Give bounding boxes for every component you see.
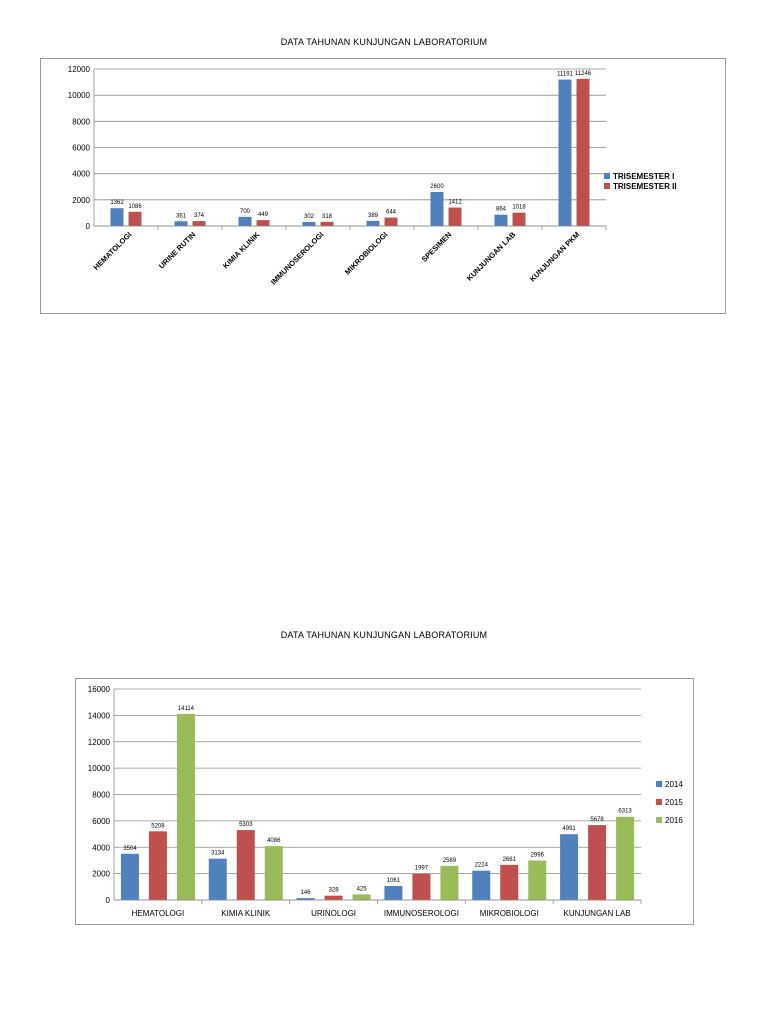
bar: [500, 865, 518, 900]
bar: [431, 192, 444, 226]
data-label: 5678: [590, 817, 604, 824]
x-tick-label: KIMIA KLINIK: [221, 230, 262, 271]
x-tick-label: KUNJUNGAN LAB: [563, 909, 631, 918]
data-label: 3134: [211, 850, 225, 857]
x-tick-label: HEMATOLOGI: [91, 230, 134, 272]
data-label: 361: [175, 213, 187, 220]
data-label: 2661: [502, 856, 516, 863]
bar: [177, 714, 195, 900]
x-tick-label: MIKROBIOLOGI: [342, 230, 390, 277]
data-label: 425: [356, 886, 367, 893]
bar: [449, 208, 462, 226]
x-tick-label: IMMUNOSEROLOGI: [383, 909, 459, 918]
legend-label: TRISEMESTER II: [613, 182, 677, 191]
data-label: 4086: [267, 838, 281, 845]
chart2-plot: [76, 679, 693, 924]
bar: [513, 213, 526, 226]
data-label: 11191: [557, 71, 573, 78]
x-tick-label: KUNJUNGAN LAB: [464, 230, 518, 283]
legend-swatch: [656, 781, 662, 787]
x-tick-label: URINE RUTIN: [156, 230, 198, 271]
data-label: 1018: [512, 204, 526, 211]
legend-swatch: [656, 817, 662, 823]
legend-label: 2014: [665, 780, 683, 789]
bar: [560, 834, 578, 900]
data-label: 2600: [430, 183, 444, 190]
y-tick-label: 2000: [92, 869, 110, 879]
bar: [616, 817, 634, 900]
y-tick-label: 6000: [72, 143, 90, 153]
y-tick-label: 6000: [92, 816, 110, 826]
data-label: 328: [328, 887, 339, 894]
bar: [577, 79, 590, 226]
bar: [193, 221, 206, 226]
bar: [239, 217, 252, 226]
legend-swatch: [604, 173, 610, 179]
data-label: 1061: [386, 878, 401, 885]
data-label: 5208: [151, 823, 165, 830]
data-label: 146: [300, 890, 311, 897]
legend-label: TRISEMESTER I: [613, 172, 675, 181]
y-tick-label: 4000: [92, 843, 110, 853]
bar: [528, 860, 546, 900]
bar: [367, 221, 380, 226]
bar: [559, 80, 572, 226]
data-label: 6313: [618, 808, 632, 815]
bar: [175, 221, 188, 226]
bar: [121, 854, 139, 900]
data-label: 4991: [562, 826, 576, 833]
bar: [440, 866, 458, 900]
bar: [209, 859, 227, 900]
data-label: 374: [193, 213, 205, 220]
bar: [353, 894, 371, 900]
data-label: 864: [495, 206, 507, 213]
data-label: 2589: [442, 857, 457, 864]
bar: [412, 874, 430, 900]
chart1-frame: [40, 58, 726, 314]
chart1-title: DATA TAHUNAN KUNJUNGAN LABORATORIUM: [280, 37, 488, 47]
legend-swatch: [604, 183, 610, 189]
x-tick-label: SPESIMEN: [419, 230, 454, 264]
bar: [303, 222, 316, 226]
y-tick-label: 10000: [87, 764, 110, 774]
data-label: 449: [257, 212, 269, 219]
data-label: 318: [321, 213, 333, 220]
bar: [495, 215, 508, 226]
data-label: 1997: [414, 865, 429, 872]
bar: [385, 218, 398, 226]
y-tick-label: 0: [85, 222, 90, 231]
y-tick-label: 12000: [67, 65, 90, 74]
data-label: 2224: [474, 862, 488, 869]
y-tick-label: 14000: [87, 711, 110, 721]
x-tick-label: HEMATOLOGI: [131, 909, 185, 918]
data-label: 3504: [123, 845, 137, 852]
y-tick-label: 8000: [92, 790, 110, 800]
x-tick-label: KUNJUNGAN PKM: [527, 230, 582, 284]
y-tick-label: 10000: [67, 91, 90, 101]
y-tick-label: 12000: [87, 737, 110, 747]
bar: [111, 208, 124, 226]
x-tick-label: IMMUNOSEROLOGI: [268, 230, 326, 287]
bar: [237, 830, 255, 900]
chart2-frame: [75, 678, 694, 925]
bar: [149, 831, 167, 900]
data-label: 11246: [574, 70, 592, 77]
bar: [129, 212, 142, 226]
data-label: 1086: [128, 203, 142, 210]
data-label: 2996: [530, 852, 544, 859]
data-label: 700: [239, 208, 251, 215]
bar: [325, 896, 343, 900]
legend-label: 2015: [665, 798, 683, 807]
bar: [384, 886, 402, 900]
y-tick-label: 4000: [72, 169, 90, 179]
chart2-title: DATA TAHUNAN KUNJUNGAN LABORATORIUM: [280, 630, 488, 640]
data-label: 302: [303, 214, 315, 221]
y-tick-label: 8000: [72, 117, 90, 127]
data-label: 389: [367, 212, 379, 219]
x-tick-label: KIMIA KLINIK: [221, 909, 271, 918]
bar: [321, 222, 334, 226]
data-label: 14114: [177, 705, 195, 712]
y-tick-label: 16000: [87, 685, 110, 694]
y-tick-label: 2000: [72, 195, 90, 205]
data-label: 644: [385, 209, 397, 216]
bar: [588, 825, 606, 900]
data-label: 5303: [239, 822, 253, 829]
bar: [472, 871, 490, 900]
legend-label: 2016: [665, 816, 683, 825]
x-tick-label: MIKROBIOLOGI: [479, 909, 539, 918]
data-label: 1362: [110, 200, 124, 207]
bar: [257, 220, 270, 226]
y-tick-label: 0: [105, 896, 110, 905]
bar: [265, 846, 283, 900]
data-label: 1412: [448, 199, 462, 206]
x-tick-label: URINOLOGI: [311, 909, 357, 918]
legend-swatch: [656, 799, 662, 805]
chart1-plot: [41, 59, 725, 313]
